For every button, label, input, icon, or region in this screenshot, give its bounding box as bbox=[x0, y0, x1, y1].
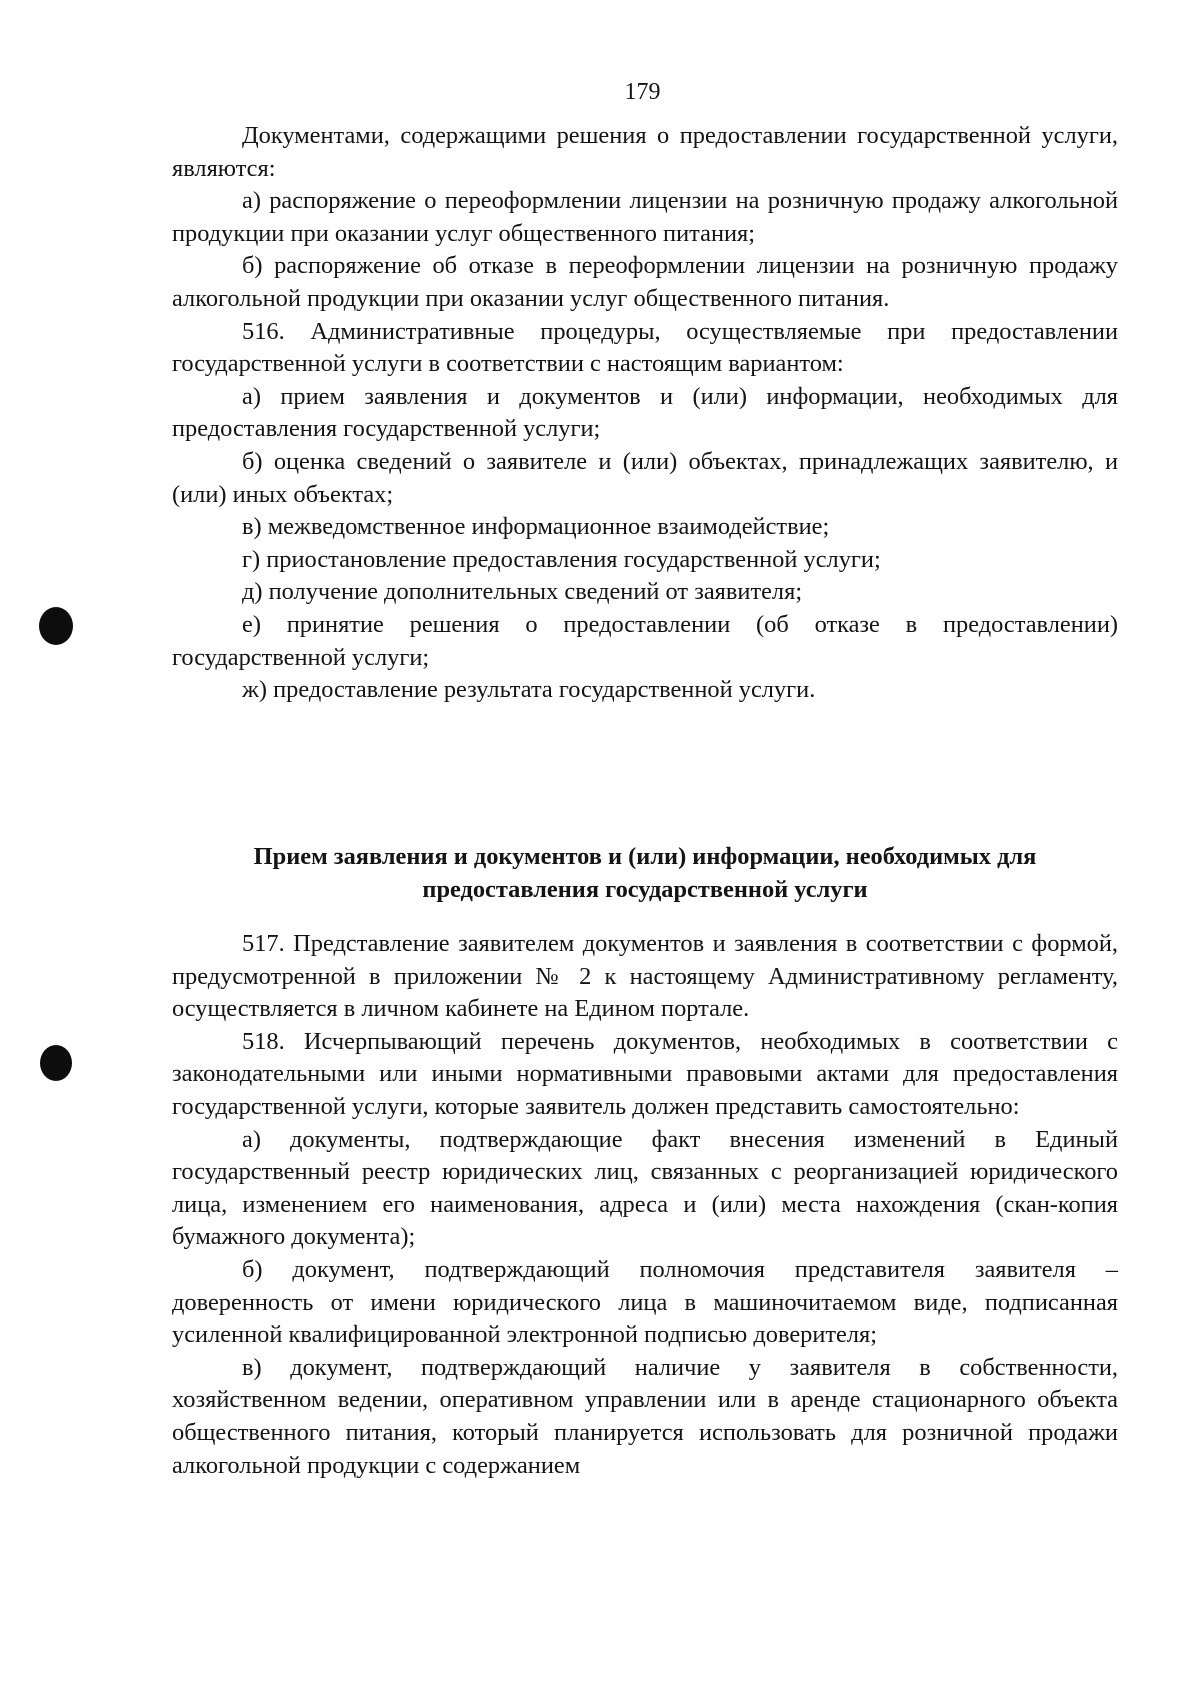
page-number: 179 bbox=[624, 79, 661, 105]
paragraph: ж) предоставление результата государственной услуги. bbox=[242, 676, 816, 704]
paragraph: д) получение дополнительных сведений от заявителя; bbox=[242, 578, 803, 606]
bottom-text-block bbox=[172, 928, 1118, 1482]
paragraph: Документами, содержащими решения о предоставлении государственной услуги, являются: bbox=[172, 122, 1118, 182]
paragraph: 517. Представление заявителем документов и заявления в соответствии с формой, предусмотренной в приложении № 2 к настоящему Административному регламенту, осуществляется в личном кабинете на Едином портале. bbox=[172, 930, 1118, 1023]
paragraph: б) документ, подтверждающий полномочия представителя заявителя – доверенность от имени юридического лица в машиночитаемом виде, подписанная усиленной квалифицированной электронной подписью доверителя; bbox=[172, 1255, 1118, 1349]
paragraph: б) оценка сведений о заявителе и (или) объектах, принадлежащих заявителю, и (или) иных объектах; bbox=[172, 447, 1118, 508]
paragraph: г) приостановление предоставления государственной услуги; bbox=[242, 545, 881, 573]
paragraph: а) распоряжение о переоформлении лицензии на розничную продажу алкогольной продукции при оказании услуг общественного питания; bbox=[172, 187, 1118, 247]
section-heading: Прием заявления и документов и (или) информации, необходимых для предоставления государственной услуги bbox=[253, 843, 1037, 903]
paragraph: е) принятие решения о предоставлении (об отказе в предоставлении) государственной услуги; bbox=[172, 610, 1118, 671]
paragraph: 518. Исчерпывающий перечень документов, необходимых в соответствии с законодательными или иными нормативными правовыми актами для предоставления государственной услуги, которые заявитель должен представить самостоятельно: bbox=[172, 1027, 1118, 1120]
paragraph: а) документы, подтверждающие факт внесения изменений в Единый государственный реестр юридических лиц, связанных с реорганизацией юридического лица, изменением его наименования, адреса и (или) места нахождения (скан-копия бумажного документа); bbox=[172, 1125, 1118, 1251]
top-text-block bbox=[172, 120, 1118, 707]
paragraph: а) прием заявления и документов и (или) информации, необходимых для предоставления государственной услуги; bbox=[172, 382, 1118, 443]
paragraph: в) межведомственное информационное взаимодействие; bbox=[242, 513, 830, 541]
paragraph: в) документ, подтверждающий наличие у заявителя в собственности, хозяйственном ведении, оперативном управлении или в аренде стационарного объекта общественного питания, который планируется использовать для розничной продажи алкогольной продукции с содержанием bbox=[172, 1353, 1118, 1479]
binder-hole-mark bbox=[39, 607, 73, 645]
paragraph: 516. Административные процедуры, осуществляемые при предоставлении государственной услуги в соответствии с настоящим вариантом: bbox=[172, 317, 1118, 378]
binder-hole-mark bbox=[40, 1045, 72, 1081]
paragraph: б) распоряжение об отказе в переоформлении лицензии на розничную продажу алкогольной продукции при оказании услуг общественного питания. bbox=[172, 252, 1118, 312]
